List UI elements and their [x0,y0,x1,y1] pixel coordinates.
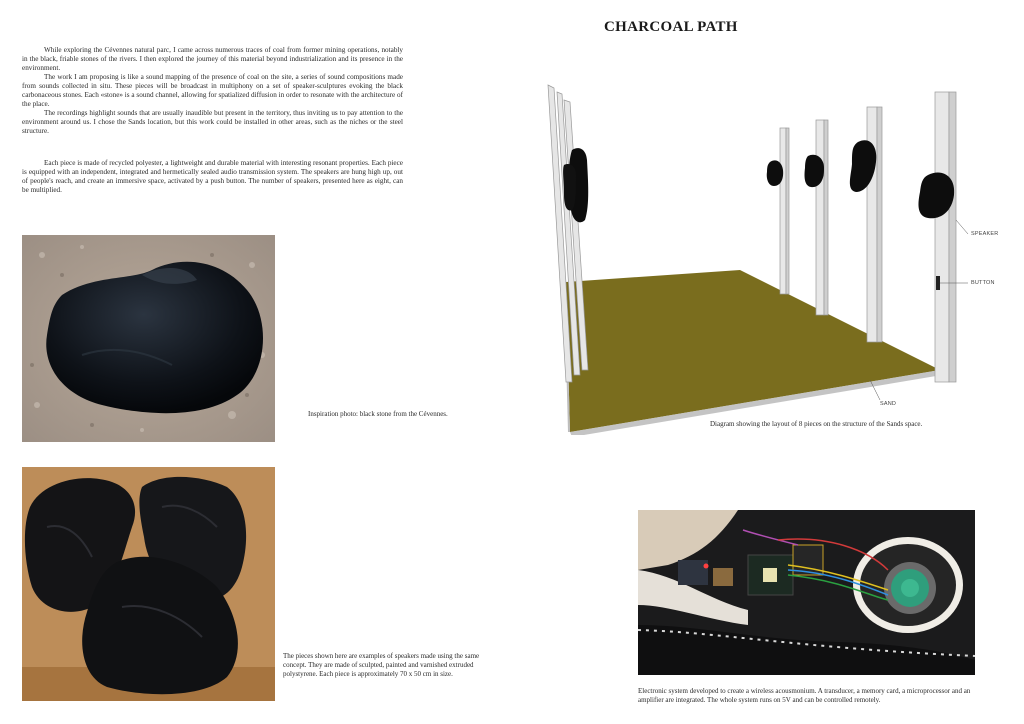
diagram-caption: Diagram showing the layout of 8 pieces on the structure of the Sands space. [710,420,923,428]
material-paragraph: Each piece is made of recycled polyester, a lightweight and durable material with interesting resonant properties. Each piece is equipped with an independent, integrated and hermetically sealed audio transmission system. The speakers are hung high up, out of people's reach, and create an immersive space, activated by a push button. The number of speakers, presented here as eight, can be multiplied. [22,159,403,194]
button-label: BUTTON [971,280,995,286]
intro-paragraph: The work I am proposing is like a sound mapping of the presence of coal on the site, a series of sound compositions made from sounds collected in situ. These pieces will be broadcast in multiphony on a set of speaker-sculptures evoking the black carbonaceous stones. Each «stone» is a sound channel, allowing for spatialized diffusion in order to resonate with the architecture of the place. [22,73,403,108]
speakers-caption: The pieces shown here are examples of speakers made using the same concept. They are made of sculpted, painted and varnished extruded polystyrene. Each piece is approximately 70 x 50 cm in size. [283,652,480,678]
electronics-photo [638,510,975,675]
sand-label: SAND [880,401,897,407]
intro-paragraph: While exploring the Cévennes natural parc, I came across numerous traces of coal from former mining operations, notably in the black, friable stones of the rivers. I then explored the journey of this material beyond industrialization and its presence in the environment. [22,46,403,72]
intro-paragraph: The recordings highlight sounds that are usually inaudible but present in the territory, thus inviting us to pay attention to the environment around us. I chose the Sands location, but this work could be installed in other areas, such as the niches or the steel structure. [22,109,403,135]
sand-floor [566,270,940,432]
intro-text [22,46,403,136]
speaker-label: SPEAKER [971,231,999,237]
page-title: CHARCOAL PATH [604,19,738,35]
material-text [22,159,403,195]
inspiration-photo [22,235,275,442]
layout-diagram [540,80,980,435]
speakers-photo [22,467,275,701]
electronics-caption: Electronic system developed to create a wireless acousmonium. A transducer, a memory card, a microprocessor and an amplifier are integrated. The whole system runs on 5V and can be controlled remotely. [638,687,971,704]
inspiration-caption: Inspiration photo: black stone from the Cévennes. [308,410,448,418]
